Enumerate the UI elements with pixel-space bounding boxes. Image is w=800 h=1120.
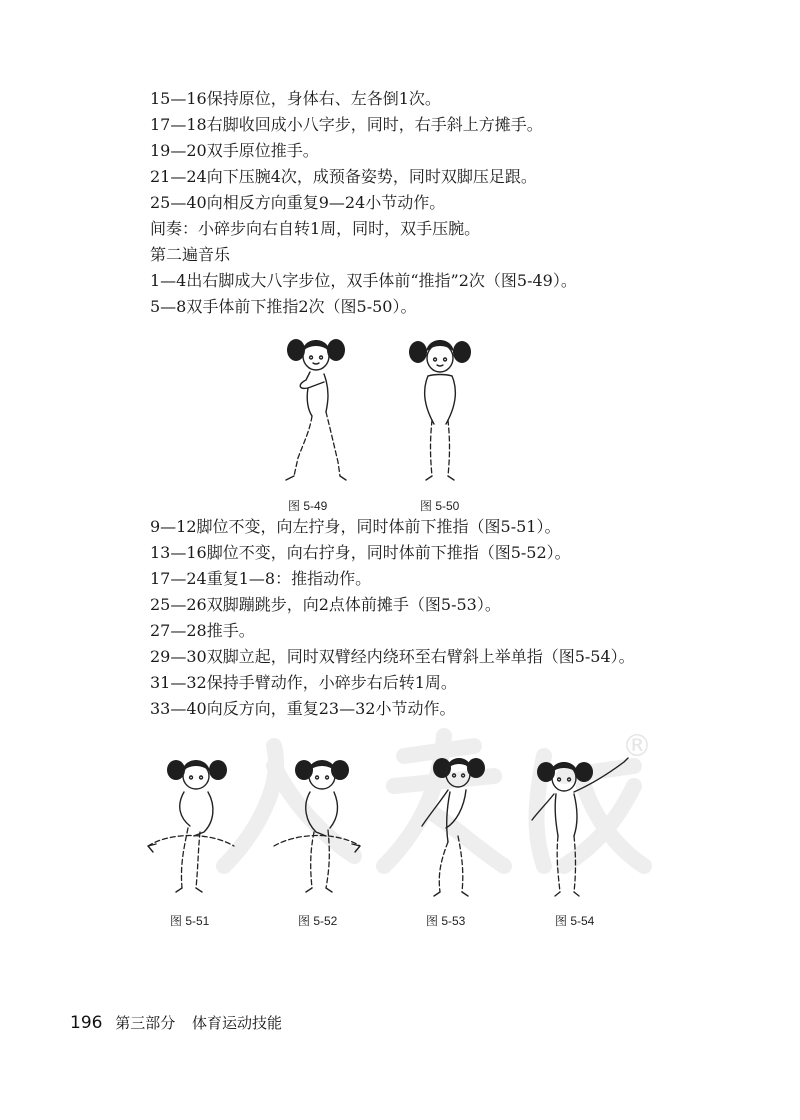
instruction-line: 13—16脚位不变，向右拧身，同时体前下推指（图5-52）。 — [150, 543, 571, 562]
figure-caption: 图 5-54 — [555, 914, 595, 928]
watermark-registered-mark: ® — [622, 729, 652, 764]
figure-5-52 — [268, 752, 368, 902]
instruction-line: 25—26双脚蹦跳步，向2点体前摊手（图5-53）。 — [150, 595, 501, 614]
dancer-illustration — [268, 330, 364, 490]
figure-caption: 图 5-53 — [426, 914, 466, 928]
instruction-line: 间奏：小碎步向右自转1周，同时，双手压腕。 — [150, 219, 481, 238]
instruction-line: 25—40向相反方向重复9—24小节动作。 — [150, 193, 446, 212]
instruction-line: 29—30双脚立起，同时双臂经内绕环至右臂斜上举单指（图5-54）。 — [150, 647, 635, 666]
instruction-line: 21—24向下压腕4次，成预备姿势，同时双脚压足跟。 — [150, 167, 537, 186]
dancer-illustration — [268, 752, 368, 902]
page-number: 196 — [70, 1013, 103, 1033]
dancer-illustration — [400, 752, 500, 902]
page-footer — [70, 1012, 282, 1033]
instruction-block-2 — [150, 514, 730, 722]
instruction-line: 31—32保持手臂动作，小碎步右后转1周。 — [150, 673, 457, 692]
footer-chapter: 体育运动技能 — [192, 1014, 283, 1032]
figure-caption: 图 5-52 — [298, 914, 338, 928]
instruction-block-1 — [150, 86, 730, 320]
instruction-line: 15—16保持原位，身体右、左各倒1次。 — [150, 89, 441, 108]
section-heading: 第二遍音乐 — [150, 245, 231, 264]
footer-part: 第三部分 — [115, 1014, 176, 1032]
instruction-line: 9—12脚位不变，向左拧身，同时体前下推指（图5-51）。 — [150, 517, 561, 536]
figure-5-53 — [400, 752, 500, 902]
dancer-illustration — [400, 330, 480, 490]
instruction-line: 17—18右脚收回成小八字步，同时，右手斜上方摊手。 — [150, 115, 543, 134]
figure-5-51 — [140, 752, 240, 902]
dancer-illustration — [140, 752, 240, 902]
instruction-line: 19—20双手原位推手。 — [150, 141, 319, 160]
figure-5-54 — [528, 752, 638, 902]
figure-caption: 图 5-50 — [420, 499, 460, 513]
figure-caption: 图 5-49 — [288, 499, 328, 513]
instruction-line: 33—40向反方向，重复23—32小节动作。 — [150, 699, 456, 718]
instruction-line: 27—28推手。 — [150, 621, 255, 640]
dancer-illustration — [528, 752, 638, 902]
figure-caption: 图 5-51 — [170, 914, 210, 928]
figure-5-50 — [400, 330, 480, 490]
instruction-line: 5—8双手体前下推指2次（图5-50）。 — [150, 297, 417, 316]
instruction-line: 1—4出右脚成大八字步位，双手体前“推指”2次（图5-49）。 — [150, 271, 577, 290]
figure-5-49 — [268, 330, 364, 490]
instruction-line: 17—24重复1—8：推指动作。 — [150, 569, 372, 588]
